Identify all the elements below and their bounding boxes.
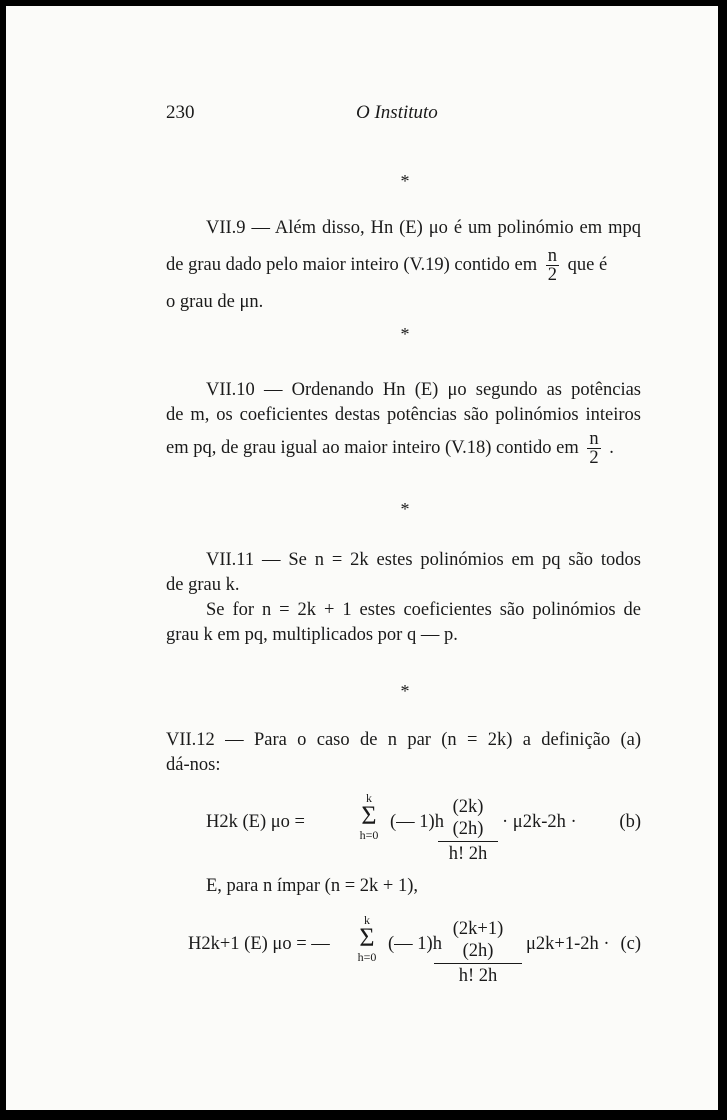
section-separator: * [400,681,410,701]
summation [352,792,386,842]
text-line: grau k em pq, multiplicados por q — p. [166,625,458,645]
text-line: VII.10 — Ordenando Hn (E) μo segundo as potências [206,380,641,400]
section-separator: * [400,324,410,344]
fraction-numerator: n [589,429,599,449]
text-fragment: em pq, de grau igual ao maior inteiro (V.18) contido em [166,437,579,458]
formula-tail: · μ2k-2h · [502,812,577,832]
fraction-numerator: (2k+1)(2h) [434,918,522,964]
formula-sign-term: (— 1)h [390,812,444,832]
fraction-denominator: 2 [547,265,557,285]
paragraph-vii-11 [166,548,641,648]
formula-c [166,912,641,986]
fraction-denominator: h! 2h [448,844,488,864]
paragraph-odd-case [166,874,641,899]
page-number: 230 [166,102,195,123]
document-page [6,6,718,1110]
fraction-numerator: (2k)(2h) [438,796,498,842]
text-line: VII.11 — Se n = 2k estes polinómios em pq são todos [206,550,641,570]
paragraph-vii-12 [166,728,641,778]
text-line: Se for n = 2k + 1 estes coeficientes são polinómios de [206,600,641,620]
summation-lower-limit: h=0 [357,950,377,964]
fraction [587,430,600,467]
formula-b [166,790,641,864]
formula-lhs: H2k+1 (E) μo = — [188,934,330,954]
text-line: dá-nos: [166,755,221,775]
page-header [6,102,718,132]
text-line [166,247,641,284]
section-separator: * [400,499,410,519]
summation [350,914,384,964]
fraction-denominator: h! 2h [458,966,498,986]
text-line: de m, os coeficientes destas potências são polinómios inteiros [166,405,641,425]
paragraph-vii-10 [166,378,641,467]
text-line: de grau k. [166,575,240,595]
text-fragment: de grau dado pelo maior inteiro (V.19) contido em [166,254,538,275]
equation-label: (b) [619,812,641,832]
formula-lhs: H2k (E) μo = [206,812,305,832]
formula-fraction [434,918,522,988]
formula-fraction [438,796,498,866]
fraction-numerator: n [547,246,557,266]
formula-tail: μ2k+1-2h · [526,934,610,954]
summation-lower-limit: h=0 [359,828,379,842]
running-title: O Instituto [356,102,438,123]
text-fragment: . [609,437,614,458]
summation-upper-limit: k [366,791,372,805]
text-line: o grau de μn. [166,292,264,312]
section-separator: * [400,171,410,191]
equation-label: (c) [620,934,641,954]
text-line: E, para n ímpar (n = 2k + 1), [206,876,418,896]
summation-upper-limit: k [364,913,370,927]
summation-symbol: Σ [361,801,377,830]
fraction [546,247,559,284]
text-fragment: que é [567,254,608,275]
text-line: VII.9 — Além disso, Hn (E) μo é um polinómio em mpq [206,218,641,238]
text-line [166,430,641,467]
summation-symbol: Σ [359,923,375,952]
fraction-denominator: 2 [589,448,599,468]
text-line: VII.12 — Para o caso de n par (n = 2k) a definição (a) [166,730,641,750]
formula-sign-term: (— 1)h [388,934,442,954]
paragraph-vii-9 [166,216,641,315]
